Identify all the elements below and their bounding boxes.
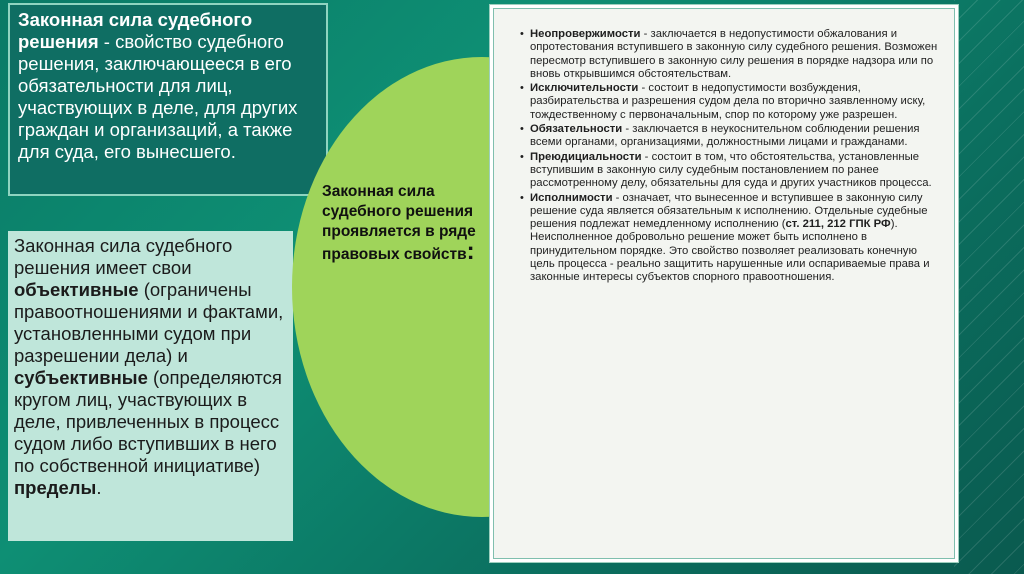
property-item [522,82,938,122]
properties-list [522,28,938,285]
definition-box [8,3,328,196]
center-heading-colon: : [466,238,475,265]
property-name: Исполнимости [530,191,613,204]
objective-term: объективные [14,279,139,300]
definition-text: - свойство судебного решения, заключающееся в его обязательности для лиц, участвующих в деле, для других граждан и организаций, а также для суда, его вынесшего. [18,31,298,162]
property-text: - заключается в недопустимости обжалования и опротестования вступившего в законную силу судебного решения. Возможен пересмотр вступившего в законную силу решения в порядке надзора или по вновь открывшимся обстоятельствам. [530,28,938,80]
decorative-stripes [954,0,1024,574]
property-text: - означает, что вынесенное и вступившее в законную силу решение суда является обязательным к исполнению. Отдельные судебные решения подлежат немедленному исполнению ( [530,191,928,231]
limits-box [8,231,293,541]
limits-subjective-text: (определяются кругом лиц, участвующих в деле, привлеченных в процесс судом либо вступивших в него по собственной инициативе) [14,367,282,476]
subjective-term: субъективные [14,367,148,388]
property-text-cont: ). Неисполненное добровольно решение может быть исполнено в принудительном порядке. Это свойство позволяет реализовать конечную цель процесса - реально защитить нарушенные или оспариваемые права и законные интересы субъектов спорного правоотношения. [530,218,930,284]
property-name: Обязательности [530,123,623,136]
property-name: Исключительности [530,82,639,95]
property-text: - состоит в недопустимости возбуждения, разбирательства и разрешения судом дела по вторично заявленному иску, тождественному с первоначальным, спор по которому уже разрешен. [530,82,926,121]
property-text: - состоит в том, что обстоятельства, установленные вступившим в законную силу судебным постановлением по ранее рассмотренному делу, обязательны для суда и других участников процесса. [530,150,932,190]
center-heading [322,182,482,265]
properties-panel [489,4,959,563]
law-reference: ст. 211, 212 ГПК РФ [785,218,891,231]
limits-term: пределы [14,477,97,498]
property-item-execution [522,192,938,285]
limits-end: . [96,477,102,498]
property-item [522,28,938,81]
center-heading-text: Законная сила судебного решения проявляется в ряде правовых свойств [322,183,476,263]
property-item [522,151,938,191]
property-name: Преюдициальности [530,150,642,163]
property-text: - заключается в неукоснительном соблюдении решения всеми органами, организациями, должностными лицами и гражданами. [530,123,920,149]
limits-intro: Законная сила судебного решения имеет свои [14,235,233,278]
property-name: Неопровержимости [530,28,641,40]
property-item [522,123,938,150]
definition-term: Законная сила судебного решения [18,9,253,52]
limits-objective-text: (ограничены правоотношениями и фактами, установленными судом при разрешении дела) и [14,279,284,366]
